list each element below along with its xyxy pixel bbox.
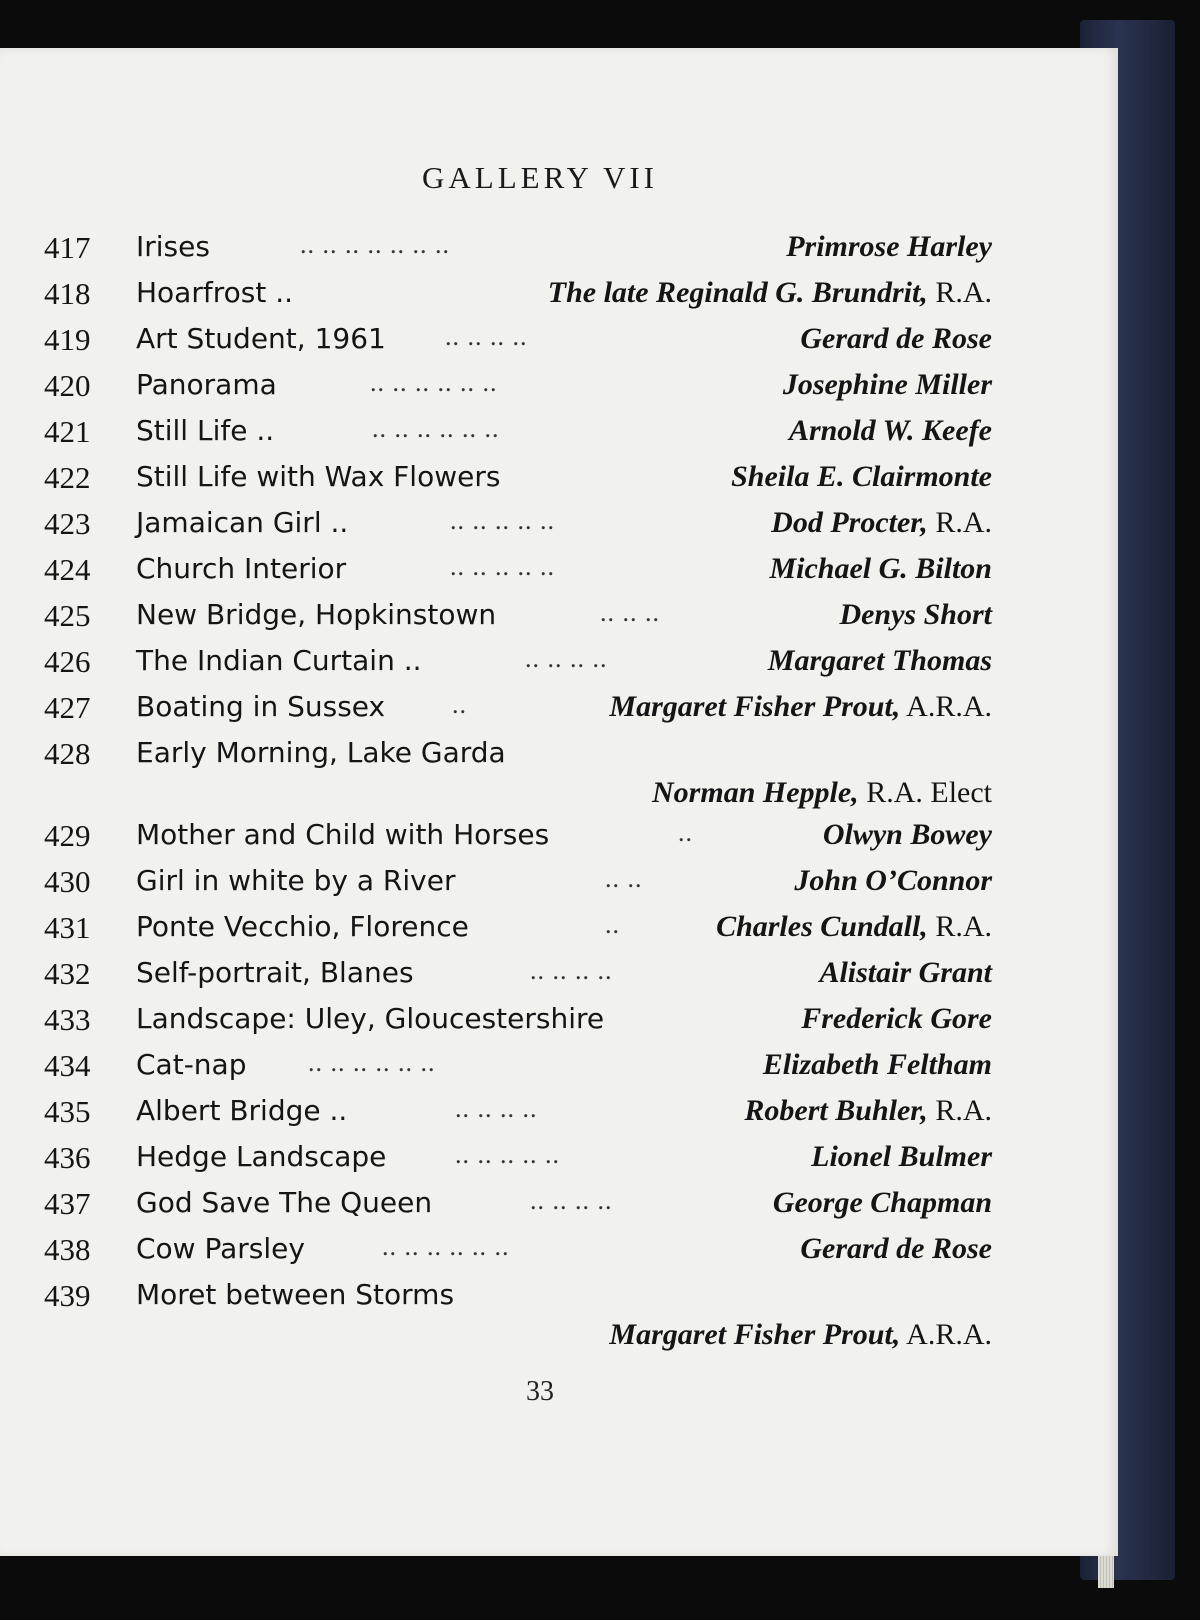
entry-number: 427 — [44, 690, 91, 725]
entry-artist — [768, 644, 992, 678]
catalogue-entry — [0, 1186, 1118, 1234]
leader-dots: .. .. .. .. .. .. — [382, 1232, 510, 1261]
artist-honour: R.A. — [935, 910, 992, 943]
artist-name: Charles Cundall, — [716, 910, 928, 943]
entry-title: Girl in white by a River — [136, 864, 456, 897]
catalogue-entry — [0, 864, 1118, 912]
entry-title: Still Life .. — [136, 414, 275, 447]
entry-artist — [789, 414, 992, 448]
entry-title: The Indian Curtain .. — [136, 644, 422, 677]
leader-dots: .. .. .. .. .. .. — [308, 1048, 436, 1077]
artist-name: Primrose Harley — [786, 230, 992, 263]
entry-title: Cat-nap — [136, 1048, 247, 1081]
catalogue-entry — [0, 1278, 1118, 1364]
entry-title: Irises — [136, 230, 210, 263]
entry-artist — [783, 368, 992, 402]
entry-number: 435 — [44, 1094, 91, 1129]
entry-artist — [786, 230, 992, 264]
leader-dots: .. — [678, 818, 693, 847]
catalogue-entry — [0, 414, 1118, 462]
entry-artist — [652, 776, 992, 810]
catalogue-page — [0, 48, 1118, 1556]
entry-number: 434 — [44, 1048, 91, 1083]
catalogue-entry — [0, 1140, 1118, 1188]
entry-title: Panorama — [136, 368, 277, 401]
artist-honour: R.A. Elect — [866, 776, 992, 809]
entry-title: Moret between Storms — [136, 1278, 455, 1311]
catalogue-entry — [0, 552, 1118, 600]
entry-title: New Bridge, Hopkinstown — [136, 598, 497, 631]
artist-honour: A.R.A. — [906, 1318, 992, 1351]
artist-honour: R.A. — [935, 506, 992, 539]
entry-artist — [609, 690, 992, 724]
artist-name: George Chapman — [772, 1186, 992, 1219]
entry-artist — [744, 1094, 992, 1128]
entry-artist — [731, 460, 992, 494]
catalogue-entry — [0, 230, 1118, 278]
entry-title: Self-portrait, Blanes — [136, 956, 414, 989]
entry-title: Ponte Vecchio, Florence — [136, 910, 469, 943]
artist-name: The late Reginald G. Brundrit, — [547, 276, 928, 309]
artist-name: Robert Buhler, — [744, 1094, 928, 1127]
entry-artist — [800, 1232, 992, 1266]
leader-dots: .. .. .. .. — [455, 1094, 538, 1123]
entry-number: 419 — [44, 322, 91, 357]
artist-honour: R.A. — [935, 1094, 992, 1127]
entry-number: 425 — [44, 598, 91, 633]
leader-dots: .. .. .. .. .. — [450, 552, 555, 581]
entry-number: 421 — [44, 414, 91, 449]
artist-name: Margaret Thomas — [767, 644, 992, 677]
leader-dots: .. — [452, 690, 467, 719]
catalogue-entry — [0, 818, 1118, 866]
leader-dots: .. .. .. .. — [525, 644, 608, 673]
entry-number: 432 — [44, 956, 91, 991]
entry-artist — [763, 1048, 992, 1082]
entry-title: Albert Bridge .. — [136, 1094, 348, 1127]
entry-number: 433 — [44, 1002, 91, 1037]
entry-number: 436 — [44, 1140, 91, 1175]
artist-name: Margaret Fisher Prout, — [609, 690, 901, 723]
entry-artist — [823, 818, 992, 852]
entry-title: Still Life with Wax Flowers — [136, 460, 501, 493]
entry-title: God Save The Queen — [136, 1186, 433, 1219]
leader-dots: .. .. .. .. — [530, 956, 613, 985]
catalogue-entry — [0, 276, 1118, 324]
entry-number: 417 — [44, 230, 91, 265]
page-number: 33 — [526, 1376, 554, 1407]
entry-list — [0, 48, 1118, 1556]
entry-artist — [716, 910, 992, 944]
entry-title: Hedge Landscape — [136, 1140, 387, 1173]
entry-number: 423 — [44, 506, 91, 541]
leader-dots: .. .. .. .. — [445, 322, 528, 351]
entry-title: Boating in Sussex — [136, 690, 386, 723]
entry-artist — [548, 276, 992, 310]
entry-title: Art Student, 1961 — [136, 322, 386, 355]
catalogue-entry — [0, 368, 1118, 416]
entry-number: 428 — [44, 736, 91, 771]
artist-name: Dod Procter, — [771, 506, 928, 539]
artist-name: Gerard de Rose — [800, 1232, 992, 1265]
entry-number: 430 — [44, 864, 91, 899]
entry-artist — [769, 552, 992, 586]
entry-artist — [771, 506, 992, 540]
entry-number: 422 — [44, 460, 91, 495]
entry-title: Cow Parsley — [136, 1232, 305, 1265]
entry-number: 438 — [44, 1232, 91, 1267]
catalogue-entry — [0, 1002, 1118, 1050]
artist-name: Michael G. Bilton — [769, 552, 992, 585]
artist-name: John O’Connor — [794, 864, 992, 897]
entry-number: 424 — [44, 552, 91, 587]
catalogue-entry — [0, 1232, 1118, 1280]
entry-number: 418 — [44, 276, 91, 311]
entry-artist — [839, 598, 992, 632]
entry-number: 426 — [44, 644, 91, 679]
artist-name: Norman Hepple, — [652, 776, 859, 809]
entry-title: Jamaican Girl .. — [136, 506, 349, 539]
artist-name: Alistair Grant — [819, 956, 992, 989]
entry-number: 437 — [44, 1186, 91, 1221]
entry-title: Landscape: Uley, Gloucestershire — [136, 1002, 605, 1035]
leader-dots: .. .. .. .. .. — [455, 1140, 560, 1169]
artist-name: Gerard de Rose — [800, 322, 992, 355]
leader-dots: .. .. .. .. .. .. .. — [300, 230, 450, 259]
entry-artist — [773, 1186, 992, 1220]
entry-title: Church Interior — [136, 552, 347, 585]
entry-number: 420 — [44, 368, 91, 403]
catalogue-entry — [0, 1094, 1118, 1142]
gallery-heading: GALLERY VII — [421, 160, 658, 195]
catalogue-entry — [0, 598, 1118, 646]
entry-artist — [801, 1002, 992, 1036]
leader-dots: .. .. .. .. .. .. — [370, 368, 498, 397]
entry-artist — [609, 1318, 992, 1352]
artist-name: Sheila E. Clairmonte — [731, 460, 992, 493]
entry-title: Hoarfrost .. — [136, 276, 294, 309]
leader-dots: .. .. .. .. — [530, 1186, 613, 1215]
artist-name: Elizabeth Feltham — [762, 1048, 992, 1081]
catalogue-entry — [0, 460, 1118, 508]
artist-honour: R.A. — [935, 276, 992, 309]
artist-name: Denys Short — [839, 598, 992, 631]
artist-name: Josephine Miller — [782, 368, 992, 401]
catalogue-entry — [0, 506, 1118, 554]
catalogue-entry — [0, 322, 1118, 370]
leader-dots: .. .. .. — [600, 598, 660, 627]
entry-artist — [811, 1140, 992, 1174]
entry-number: 431 — [44, 910, 91, 945]
catalogue-entry — [0, 644, 1118, 692]
artist-name: Margaret Fisher Prout, — [609, 1318, 901, 1351]
entry-title: Mother and Child with Horses — [136, 818, 550, 851]
entry-artist — [819, 956, 992, 990]
catalogue-entry — [0, 1048, 1118, 1096]
entry-number: 439 — [44, 1278, 91, 1313]
artist-name: Frederick Gore — [801, 1002, 992, 1035]
catalogue-entry — [0, 910, 1118, 958]
entry-artist — [794, 864, 992, 898]
catalogue-entry — [0, 956, 1118, 1004]
entry-artist — [800, 322, 992, 356]
catalogue-entry — [0, 690, 1118, 738]
entry-title: Early Morning, Lake Garda — [136, 736, 506, 769]
catalogue-entry — [0, 736, 1118, 822]
leader-dots: .. — [605, 910, 620, 939]
artist-honour: A.R.A. — [906, 690, 992, 723]
leader-dots: .. .. .. .. .. .. — [372, 414, 500, 443]
leader-dots: .. .. — [605, 864, 643, 893]
entry-number: 429 — [44, 818, 91, 853]
artist-name: Olwyn Bowey — [822, 818, 992, 851]
leader-dots: .. .. .. .. .. — [450, 506, 555, 535]
artist-name: Arnold W. Keefe — [788, 414, 992, 447]
artist-name: Lionel Bulmer — [811, 1140, 992, 1173]
